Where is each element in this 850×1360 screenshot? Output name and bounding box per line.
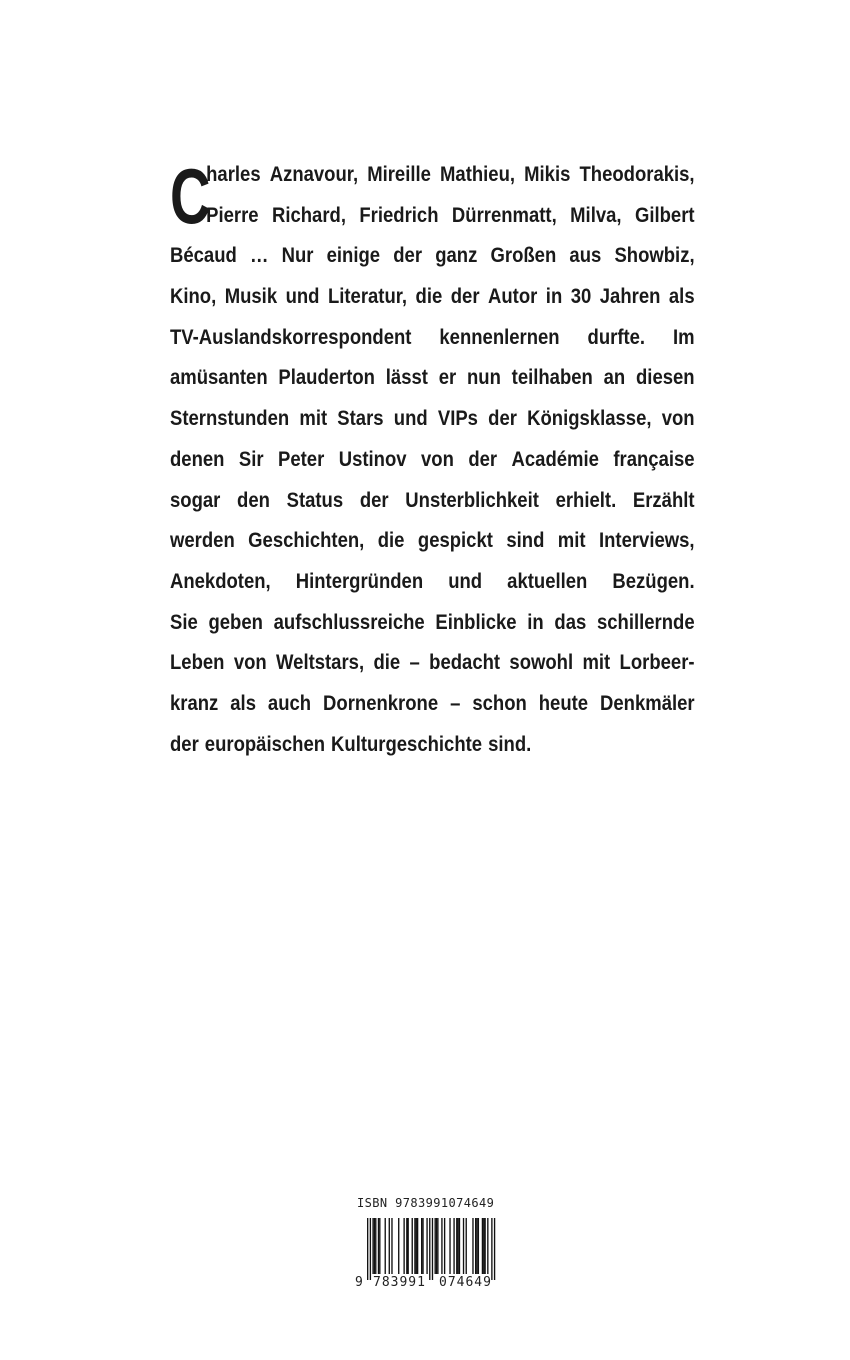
back-cover-blurb: [170, 152, 695, 766]
blurb-line: Sie geben aufschlussreiche Einblicke in das schillernde: [170, 609, 695, 634]
barcode-bar: [478, 1218, 479, 1274]
barcode-bar: [417, 1218, 418, 1274]
barcode-bar: [441, 1218, 442, 1274]
blurb-line: Kino, Musik und Literatur, die der Autor in 30 Jahren als: [170, 284, 695, 309]
barcode-bar: [466, 1218, 467, 1274]
barcode-digit-first: 9: [355, 1275, 363, 1290]
barcode-bar: [379, 1218, 380, 1274]
barcode-bar: [414, 1218, 415, 1274]
drop-cap: C: [170, 152, 211, 240]
barcode-bar: [367, 1218, 368, 1280]
barcode-bar: [483, 1218, 484, 1274]
isbn-barcode: [367, 1218, 507, 1280]
barcode-bar: [391, 1218, 392, 1274]
barcode-bar: [422, 1218, 423, 1274]
barcode-bar: [453, 1218, 454, 1274]
blurb-line: kranz als auch Dornenkrone – schon heute Denkmäler: [170, 690, 695, 715]
barcode-bar: [370, 1218, 371, 1280]
blurb-line: Pierre Richard, Friedrich Dürrenmatt, Milva, Gilbert: [206, 202, 695, 227]
barcode-bar: [429, 1218, 430, 1280]
blurb-line: Anekdoten, Hintergründen und aktuellen Bezügen.: [170, 568, 695, 593]
barcode-bar: [421, 1218, 422, 1274]
blurb-line: Bécaud … Nur einige der ganz Großen aus Showbiz,: [170, 243, 695, 268]
barcode-bar: [416, 1218, 417, 1274]
isbn-block: [353, 1196, 513, 1290]
barcode-bar: [432, 1218, 433, 1280]
barcode-bar: [403, 1218, 404, 1274]
blurb-line: TV-Auslandskorrespondent kennenlernen durfte. Im: [170, 324, 695, 349]
barcode-bar: [436, 1218, 437, 1274]
barcode-bar: [491, 1218, 492, 1280]
barcode-bar: [412, 1218, 413, 1274]
barcode-bar: [378, 1218, 379, 1274]
barcode-bar: [475, 1218, 476, 1274]
barcode-bar: [426, 1218, 427, 1274]
barcode-bar: [437, 1218, 438, 1274]
barcode-bar: [406, 1218, 407, 1274]
barcode-bar: [408, 1218, 409, 1274]
barcode-bar: [494, 1218, 495, 1280]
blurb-line: amüsanten Plauderton lässt er nun teilhaben an diesen: [170, 365, 695, 390]
blurb-line: der europäischen Kulturgeschichte sind.: [170, 731, 532, 756]
barcode-digits-left: 783991: [373, 1275, 426, 1290]
barcode-bar: [398, 1218, 399, 1274]
barcode-bar: [457, 1218, 458, 1274]
blurb-line: harles Aznavour, Mireille Mathieu, Mikis Theodorakis,: [206, 162, 695, 186]
blurb-line: sogar den Status der Unsterblichkeit erhielt. Erzählt: [170, 487, 695, 512]
barcode-bar: [375, 1218, 376, 1274]
barcode-bar: [484, 1218, 485, 1274]
blurb-line: denen Sir Peter Ustinov von der Académie française: [170, 446, 695, 471]
blurb-line: Sternstunden mit Stars und VIPs der Königsklasse, von: [170, 406, 695, 431]
barcode-bar: [372, 1218, 373, 1274]
barcode-bar: [476, 1218, 477, 1274]
barcode-bar: [472, 1218, 473, 1274]
isbn-label: ISBN 9783991074649: [357, 1196, 495, 1210]
barcode-bar: [487, 1218, 488, 1274]
barcode-bar: [449, 1218, 450, 1274]
blurb-line: Leben von Weltstars, die – bedacht sowohl mit Lorbeer-: [170, 650, 695, 675]
barcode-bar: [456, 1218, 457, 1274]
barcode-bar: [482, 1218, 483, 1274]
barcode-bar: [374, 1218, 375, 1274]
barcode-digits-right: 074649: [439, 1275, 492, 1290]
barcode-bar: [385, 1218, 386, 1274]
barcode-bar: [463, 1218, 464, 1274]
barcode-bar: [444, 1218, 445, 1274]
barcode-bar: [459, 1218, 460, 1274]
blurb-text: [170, 152, 695, 766]
blurb-line: werden Geschichten, die gespickt sind mit Interviews,: [170, 528, 695, 553]
barcode-bar: [435, 1218, 436, 1274]
barcode-bar: [389, 1218, 390, 1274]
